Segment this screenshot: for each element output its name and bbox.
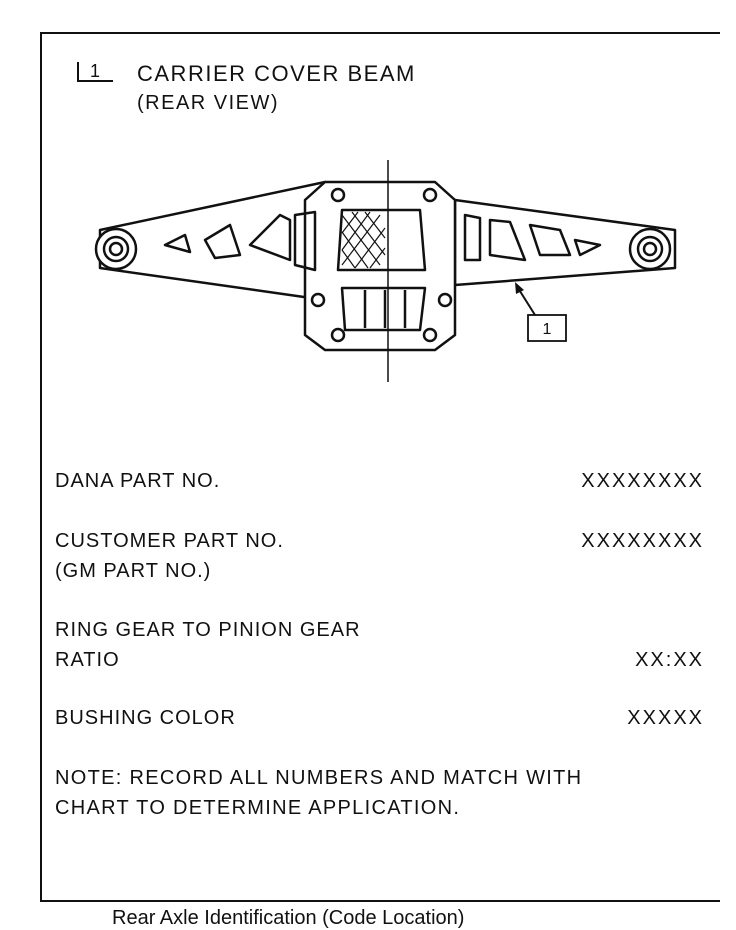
note-line-1: NOTE: RECORD ALL NUMBERS AND MATCH WITH xyxy=(55,767,583,789)
note xyxy=(55,763,715,823)
customer-part-sub: (GM PART NO.) xyxy=(55,560,212,582)
figure-title: CARRIER COVER BEAM xyxy=(137,61,416,86)
carrier-cover-beam-diagram xyxy=(80,160,700,390)
ratio-label-line1: RING GEAR TO PINION GEAR xyxy=(55,619,361,641)
dana-part-label: DANA PART NO. xyxy=(55,470,221,492)
bushing-color-value: XXXXX xyxy=(627,707,704,729)
customer-part-value: XXXXXXXX xyxy=(581,530,704,552)
dana-part-value: XXXXXXXX xyxy=(581,470,704,492)
diagram-callout-label: 1 xyxy=(542,321,552,338)
figure-subtitle: (REAR VIEW) xyxy=(137,92,280,114)
customer-part-label: CUSTOMER PART NO. xyxy=(55,530,284,552)
bushing-color-label: BUSHING COLOR xyxy=(55,707,236,729)
ratio-value: XX:XX xyxy=(635,649,704,671)
figure-caption: Rear Axle Identification (Code Location) xyxy=(112,907,465,929)
note-line-2: CHART TO DETERMINE APPLICATION. xyxy=(55,797,461,819)
callout-number-box xyxy=(77,62,113,82)
callout-number: 1 xyxy=(89,61,100,81)
ratio-label-line2: RATIO xyxy=(55,649,120,671)
